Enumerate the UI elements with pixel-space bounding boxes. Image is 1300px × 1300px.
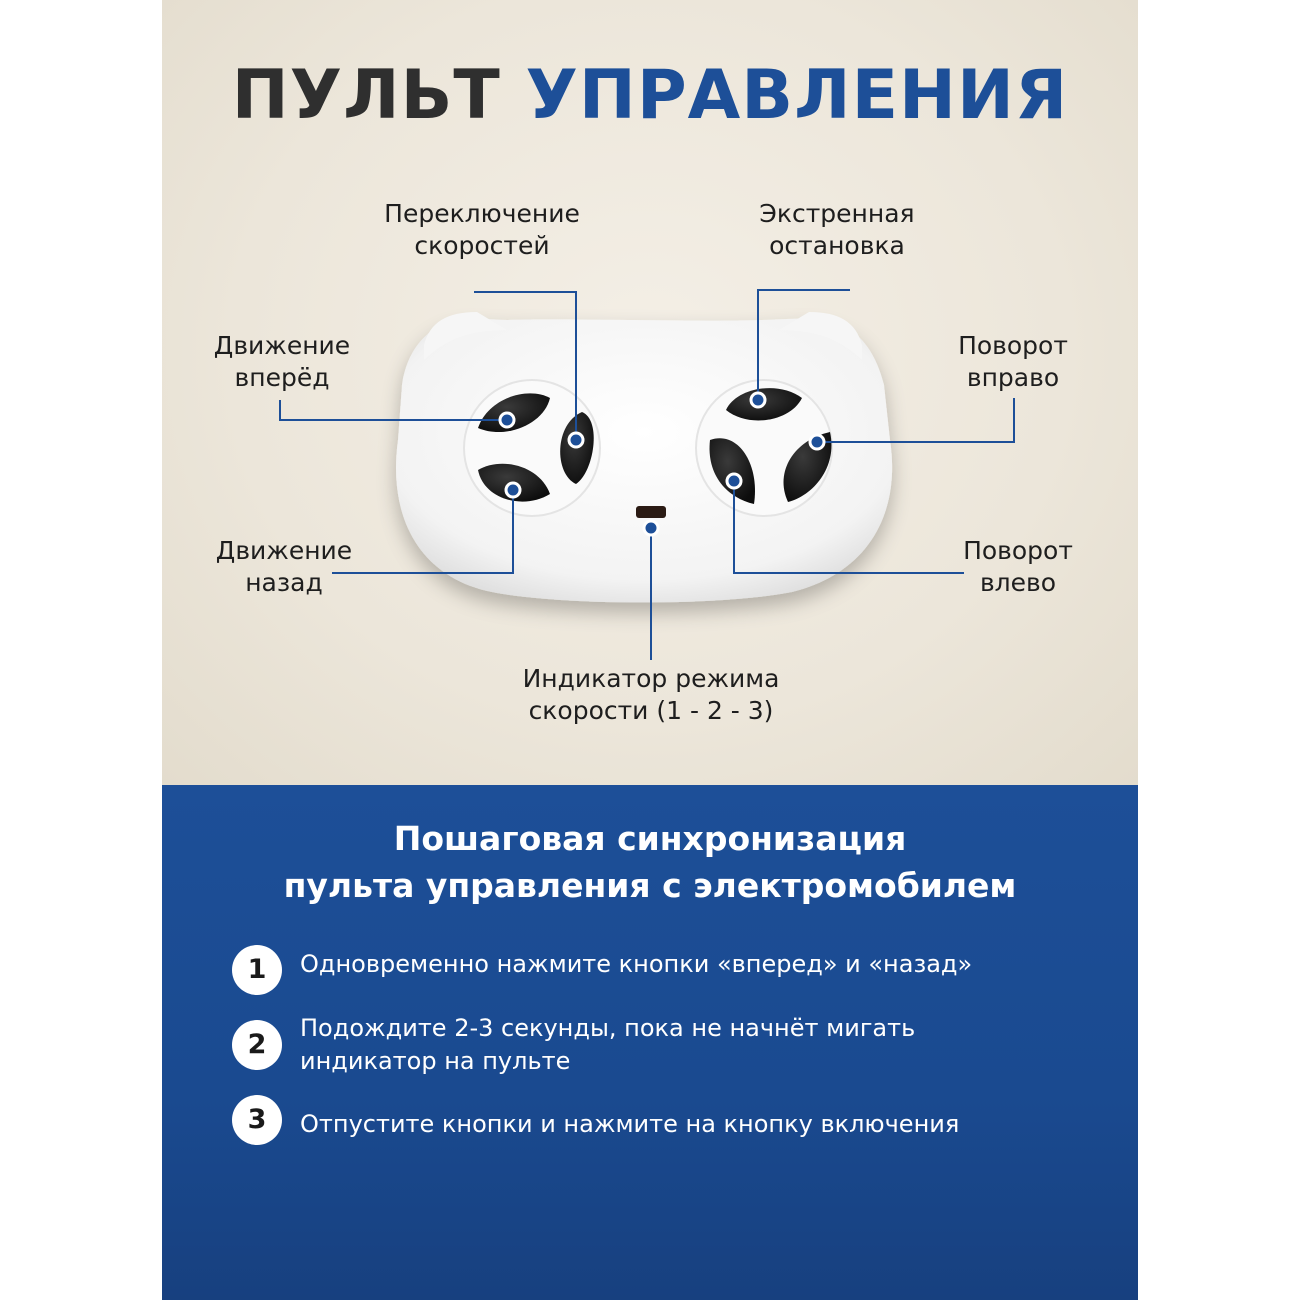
label-emergency-stop-line2: остановка (769, 231, 905, 260)
dot-turn-left (727, 474, 741, 488)
step-text-line2: индикатор на пульте (300, 1047, 571, 1075)
dot-forward (500, 413, 514, 427)
step-text (300, 1108, 959, 1141)
step-text-line1: Отпустите кнопки и нажмите на кнопку включения (300, 1110, 960, 1138)
label-speed-switch-line1: Переключение (384, 199, 580, 228)
title-word-1: ПУЛЬТ (231, 56, 501, 135)
label-forward-line2: вперёд (234, 363, 330, 392)
label-speed-indicator-line2: скорости (1 - 2 - 3) (528, 696, 774, 725)
label-speed-indicator (491, 663, 811, 727)
label-speed-switch (367, 198, 597, 262)
label-turn-right-line1: Поворот (958, 331, 1068, 360)
dot-emergency-stop (751, 393, 765, 407)
label-turn-right-line2: вправо (966, 363, 1060, 392)
sync-title (162, 815, 1138, 909)
title-word-2: УПРАВЛЕНИЯ (525, 56, 1069, 135)
sync-title-line2: пульта управления с электромобилем (283, 866, 1017, 905)
sync-title-line1: Пошаговая синхронизация (393, 819, 907, 858)
dot-backward (506, 483, 520, 497)
label-backward-line2: назад (245, 568, 323, 597)
label-backward-line1: Движение (215, 536, 353, 565)
label-speed-indicator-line1: Индикатор режима (522, 664, 780, 693)
step-text-line1: Подождите 2-3 секунды, пока не начнёт мигать (300, 1014, 916, 1042)
label-forward (192, 330, 372, 394)
label-speed-switch-line2: скоростей (414, 231, 550, 260)
label-emergency-stop-line1: Экстренная (759, 199, 915, 228)
label-turn-left (938, 535, 1098, 599)
step-text (300, 1012, 915, 1078)
label-turn-left-line1: Поворот (963, 536, 1073, 565)
dot-speed-indicator (644, 521, 658, 535)
dot-turn-right (810, 435, 824, 449)
speed-indicator-led (636, 506, 666, 518)
label-turn-right (938, 330, 1088, 394)
step-number-badge: 3 (232, 1095, 282, 1145)
infographic-card (162, 0, 1138, 1300)
step-text (300, 948, 972, 981)
label-forward-line1: Движение (213, 331, 351, 360)
dot-speed-switch (569, 433, 583, 447)
step-number-badge: 1 (232, 945, 282, 995)
step-number-badge: 2 (232, 1020, 282, 1070)
step-text-line1: Одновременно нажмите кнопки «вперед» и «назад» (300, 950, 973, 978)
label-emergency-stop (737, 198, 937, 262)
label-backward (192, 535, 376, 599)
label-turn-left-line2: влево (979, 568, 1057, 597)
